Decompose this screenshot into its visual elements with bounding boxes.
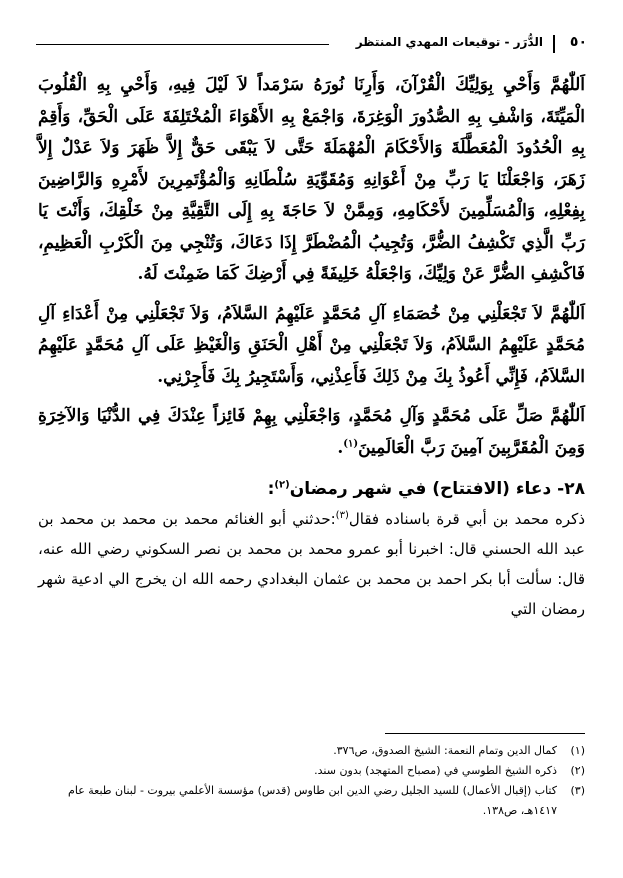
footnote [38,781,585,821]
footnote-text: ذكره الشيخ الطوسي في (مصباح المتهجد) بدون سند. [314,764,557,777]
section-heading [38,476,585,502]
page-body [38,70,585,624]
footnotes [38,741,585,821]
footnote-ref: (٢) [274,479,290,491]
section-number: ٢٨- [557,479,585,499]
footnote-ref: (٣) [335,510,349,521]
footnote-number: (١) [570,744,585,757]
footnote-number: (٢) [570,764,585,777]
dua-paragraph: اَللّٰهُمَّ وَأَحْيِ بِوَلِيِّكَ الْقُرْآنَ، وَأَرِنَا نُورَهُ سَرْمَداً لاَ لَيْلَ فِيهِ، وَأَحْيِ بِهِ الْقُلُوبَ الْمَيِّتَةَ، وَاشْفِ بِهِ الصُّدُورَ الْوَغِرَةَ، وَاجْمَعْ بِهِ الأَهْوَاءَ الْمُخْتَلِفَةَ عَلَى الْحَقِّ، وَأَقِمْ بِهِ الْحُدُودَ الْمُعَطَّلَةَ وَالأَحْكَامَ الْمُهْمَلَةَ حَتَّى لاَ يَبْقَى حَقٌّ إِلاَّ ظَهَرَ وَلاَ عَدْلٌ إِلاَّ زَهَرَ، وَاجْعَلْنَا يَا رَبِّ مِنْ أَعْوَانِهِ وَمُقَوِّيَةِ سُلْطَانِهِ وَالْمُؤْتَمِرِينَ لأَمْرِهِ وَالرَّاضِينَ بِفِعْلِهِ، وَالْمُسَلِّمِينَ لأَحْكَامِهِ، وَمِمَّنْ لاَ حَاجَةَ بِهِ إِلَى التَّقِيَّةِ مِنْ خَلْقِكَ، وَأَنْتَ يَا رَبِّ الَّذِي تَكْشِفُ الضُّرَّ، وَتُجِيبُ الْمُضْطَرَّ إِذَا دَعَاكَ، وَتُنْجِي مِنَ الْكَرْبِ الْعَظِيمِ، فَاكْشِفِ الضُّرَّ عَنْ وَلِيِّكَ، وَاجْعَلْهُ خَلِيفَةً فِي أَرْضِكَ كَمَا ضَمِنْتَ لَهُ. [38,75,585,284]
footnote-number: (٣) [570,784,585,797]
footnote-text: كمال الدين وتمام النعمة: الشيخ الصدوق، ص٣٧٦. [333,744,557,757]
header-rule [36,44,329,45]
page-header [36,32,587,56]
page-number: ٥٠ [569,34,587,50]
narration-paragraph [38,504,585,624]
footnote [38,741,585,761]
footnote-rule [385,733,585,734]
header-separator [553,35,555,53]
section-colon: : [267,479,275,499]
dua-end: . [337,437,344,458]
narration-text: :حدثني أبو الغنائم محمد بن محمد بن محمد بن عبد الله الحسني قال: اخبرنا أبو عمرو محمد بن محمد بن نصر السكوني رضي الله عنه، قال: سألت أبا بكر احمد بن محمد بن عثمان البغدادي رحمه الله ان يخرج الي ادعية شهر رمضان التي [38,510,585,618]
section-title: دعاء (الافتتاح) في شهر رمضان [289,479,552,499]
footnote-text: كتاب (إقبال الأعمال) للسيد الجليل رضي الدين ابن طاوس (قدس) مؤسسة الأعلمي بيروت - لبنان طبعة عام ١٤١٧هـ، ص١٣٨. [68,784,557,817]
footnote [38,761,585,781]
dua-text: اَللّٰهُمَّ صَلِّ عَلَى مُحَمَّدٍ وَآلِ مُحَمَّدٍ، وَاجْعَلْنِي بِهِمْ فَائِزاً عِنْدَكَ فِي الدُّنْيَا وَالآخِرَةِ وَمِنَ الْمُقَرَّبِينَ آمِينَ رَبَّ الْعَالَمِينَ [38,406,585,458]
footnote-ref: (١) [343,437,359,449]
narration-start: ذكره محمد بن أبي قرة باسناده فقال [348,510,586,528]
dua-paragraph [38,401,585,464]
running-title: الدُّرَر - توقيعات المهدي المنتظر [355,35,543,49]
dua-paragraph: اَللّٰهُمَّ لاَ تَجْعَلْنِي مِنْ خُصَمَاءِ آلِ مُحَمَّدٍ عَلَيْهِمُ السَّلاَمُ، وَلاَ تَجْعَلْنِي مِنْ أَعْدَاءِ آلِ مُحَمَّدٍ عَلَيْهِمُ السَّلاَمُ، وَلاَ تَجْعَلْنِي مِنْ أَهْلِ الْحَنَقِ وَالْغَيْظِ عَلَى آلِ مُحَمَّدٍ عَلَيْهِمُ السَّلاَمُ، فَإِنِّي أَعُوذُ بِكَ مِنْ ذَلِكَ فَأَعِذْنِي، وَأَسْتَجِيرُ بِكَ فَأَجِرْنِي. [38,303,585,387]
